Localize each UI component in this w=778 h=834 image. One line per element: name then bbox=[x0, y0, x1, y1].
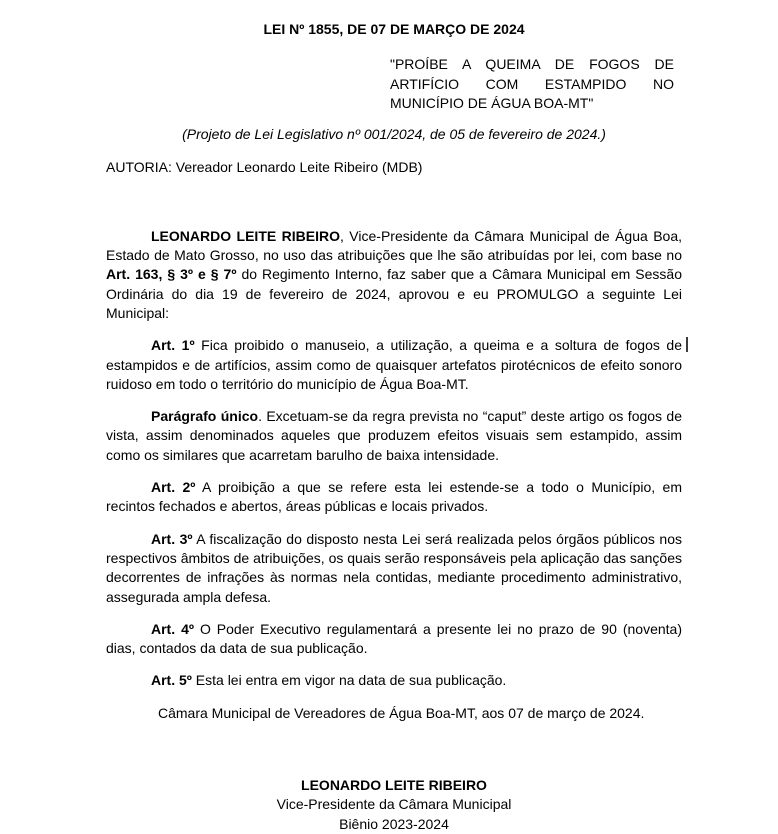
article-2-text: A proibição a que se refere esta lei estende-se a todo o Município, em recintos fechados e abertos, áreas públicas e locais privados. bbox=[106, 479, 682, 515]
closing-date-line: Câmara Municipal de Vereadores de Água Boa-MT, aos 07 de março de 2024. bbox=[158, 704, 645, 721]
article-5-text: Esta lei entra em vigor na data de sua publicação. bbox=[191, 672, 507, 689]
article-3-text: A fiscalização do disposto nesta Lei será realizada pelos órgãos públicos nos respectivos âmbitos de atribuições, os quais serão responsáveis pela aplicação das sanções decorrentes de infrações às normas nela contidas, mediante procedimento administrativo, assegurada ampla defesa. bbox=[106, 530, 682, 605]
article-1-label: Art. 1º bbox=[151, 337, 195, 354]
preamble-author-name: LEONARDO LEITE RIBEIRO bbox=[151, 227, 340, 244]
project-reference: (Projeto de Lei Legislativo nº 001/2024, de 05 de fevereiro de 2024.) bbox=[182, 126, 606, 143]
sole-paragraph-text: . Excetuam-se da regra prevista no “caput” deste artigo os fogos de vista, assim denominados aqueles que produzem efeitos visuais sem estampido, assim como os similares que acarretam barulho de baixa intensidade. bbox=[106, 408, 682, 463]
sole-paragraph-label: Parágrafo único bbox=[151, 408, 259, 425]
article-1-text: Fica proibido o manuseio, a utilização, a queima e a soltura de fogos de estampidos e de artifícios, assim como de quaisquer artefatos pirotécnicos de efeito sonoro ruidoso em todo o território do município de Água Boa-MT. bbox=[106, 337, 683, 392]
preamble-regiment-reference: Art. 163, § 3º e § 7º bbox=[106, 266, 237, 283]
signature-name: LEONARDO LEITE RIBEIRO bbox=[301, 777, 487, 794]
signature-role: Vice-Presidente da Câmara Municipal bbox=[276, 796, 512, 813]
authorship-line: AUTORIA: Vereador Leonardo Leite Ribeiro (MDB) bbox=[106, 159, 423, 176]
preamble-text: , Vice-Presidente da Câmara Municipal de Água Boa, Estado de Mato Grosso, no uso das atribuições que lhe são atribuídas por lei, com base no bbox=[106, 227, 683, 264]
article-2-label: Art. 2º bbox=[151, 479, 196, 496]
signature-term: Biênio 2023-2024 bbox=[339, 815, 449, 832]
article-5-label: Art. 5º bbox=[151, 672, 192, 689]
article-5-paragraph bbox=[106, 671, 682, 690]
preamble-text-tail: do Regimento Interno, faz saber que a Câmara Municipal em Sessão Ordinária do dia 19 de fevereiro de 2024, aprovou e eu PROMULGO a seguinte Lei Municipal: bbox=[106, 266, 682, 321]
law-epigraph: "PROÍBE A QUEIMA DE FOGOS DE ARTIFÍCIO COM ESTAMPIDO NO MUNICÍPIO DE ÁGUA BOA-MT" bbox=[390, 56, 674, 111]
sole-paragraph bbox=[106, 407, 682, 465]
signature-block bbox=[106, 776, 682, 834]
law-title: LEI Nº 1855, DE 07 DE MARÇO DE 2024 bbox=[263, 21, 525, 37]
preamble-paragraph bbox=[106, 227, 682, 323]
article-4-label: Art. 4º bbox=[151, 620, 194, 637]
article-3-paragraph bbox=[106, 530, 682, 607]
article-2-paragraph bbox=[106, 478, 682, 517]
article-4-paragraph bbox=[106, 620, 682, 659]
text-cursor bbox=[686, 337, 688, 352]
article-4-text: O Poder Executivo regulamentará a presente lei no prazo de 90 (noventa) dias, contados da data de sua publicação. bbox=[106, 620, 682, 657]
article-3-label: Art. 3º bbox=[151, 530, 193, 547]
article-1-paragraph bbox=[106, 336, 682, 394]
